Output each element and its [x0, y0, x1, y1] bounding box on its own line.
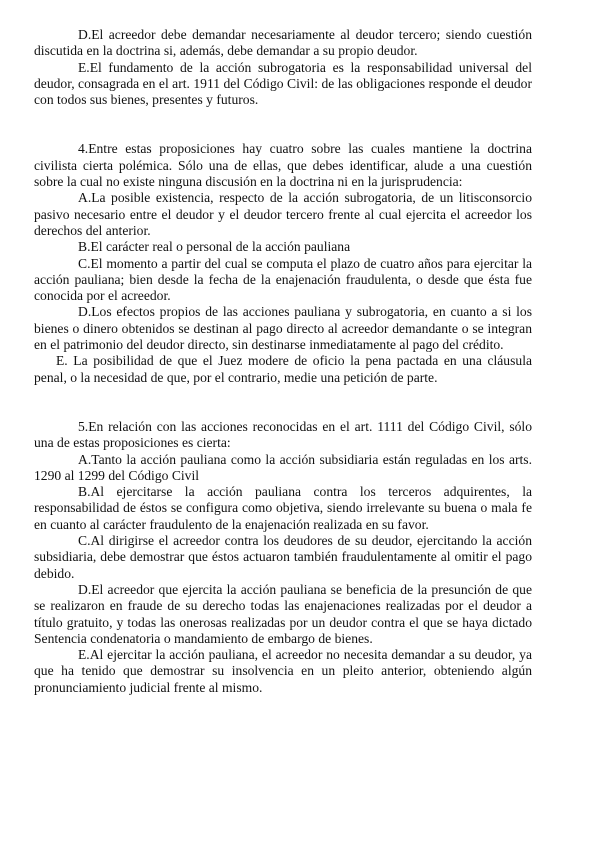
option-letter: C.: [78, 533, 91, 549]
option-letter: B.: [78, 484, 91, 500]
question-5-stem: [34, 419, 532, 452]
question-5-option-d: [34, 582, 532, 647]
option-letter: E.: [78, 59, 90, 75]
section-gap: [34, 108, 532, 141]
question-4-option-c: [34, 256, 532, 305]
section-gap: [34, 386, 532, 419]
question-4-stem: [34, 141, 532, 190]
option-letter: D.: [78, 27, 92, 42]
question-5-option-c: [34, 533, 532, 582]
option-prev-d: [34, 27, 532, 60]
option-letter: E.: [78, 647, 90, 663]
question-4-option-b: [34, 239, 532, 255]
option-letter: C.: [78, 255, 91, 271]
option-letter: D.: [78, 304, 92, 320]
option-text: Al ejercitarse la acción pauliana contra los terceros adquirentes, la responsabilidad de éstos se configura como objetiva, siendo irrelevante su buena o mala fe en cuanto al carácter fraudulento de la enajenación realizada en su favor.: [34, 484, 532, 532]
option-text: El carácter real o personal de la acción pauliana: [90, 239, 351, 255]
option-text: Al dirigirse el acreedor contra los deudores de su deudor, ejercitando la acción subsidiaria, debe demostrar que éstos actuaron también fraudulentamente al omitir el pago debido.: [34, 533, 532, 581]
option-letter: A.: [78, 451, 92, 467]
question-5-option-e: [34, 647, 532, 696]
option-prev-e: [34, 60, 532, 109]
question-number: 5.: [78, 418, 89, 434]
question-4-option-e: [34, 353, 532, 386]
option-text: Tanto la acción pauliana como la acción subsidiaria están reguladas en los arts. 1290 al 1299 del Código Civil: [34, 451, 532, 483]
option-text: Al ejercitar la acción pauliana, el acreedor no necesita demandar a su deudor, ya que ha tenido que demostrar su insolvencia en un pleito anterior, obteniendo algún pronunciamiento judicial frente al mismo.: [34, 647, 532, 695]
option-letter: B.: [78, 239, 91, 255]
option-text: El acreedor que ejercita la acción pauliana se beneficia de la presunción de que se realizaron en fraude de su derecho todas las enajenaciones realizadas por el deudor a título gratuito, y todas las onerosas realizadas por un deudor contra el que se haya dictado Sentencia condenatoria o mandamiento de embargo de bienes.: [34, 581, 532, 646]
question-text: Entre estas proposiciones hay cuatro sobre las cuales mantiene la doctrina civilista cierta polémica. Sólo una de ellas, que debes identificar, alude a una cuestión sobre la cual no existe ninguna discusión en la doctrina ni en la jurisprudencia:: [34, 141, 532, 190]
option-text: La posible existencia, respecto de la acción subrogatoria, de un litisconsorcio pasivo necesario entre el deudor y el deudor tercero frente al cual ejercita el acreedor los derechos del anterior.: [34, 190, 532, 238]
option-letter: A.: [78, 190, 92, 206]
option-text: El acreedor debe demandar necesariamente al deudor tercero; siendo cuestión discutida en la doctrina si, además, debe demandar a su propio deudor.: [34, 27, 532, 59]
option-letter: D.: [78, 581, 92, 597]
question-4-option-d: [34, 304, 532, 353]
question-number: 4.: [78, 141, 89, 157]
option-text: El fundamento de la acción subrogatoria es la responsabilidad universal del deudor, consagrada en el art. 1911 del Código Civil: de las obligaciones responde el deudor con todos sus bienes, presentes y futuros.: [34, 59, 532, 108]
question-5-option-a: [34, 452, 532, 485]
question-text: En relación con las acciones reconocidas en el art. 1111 del Código Civil, sólo una de estas proposiciones es cierta:: [34, 418, 532, 451]
option-text: El momento a partir del cual se computa el plazo de cuatro años para ejercitar la acción pauliana; bien desde la fecha de la enajenación fraudulenta, o desde que ésta fue conocida por el acreedor.: [34, 255, 532, 304]
question-5-option-b: [34, 484, 532, 533]
question-4-option-a: [34, 190, 532, 239]
option-text: Los efectos propios de las acciones pauliana y subrogatoria, en cuanto a si los bienes o dinero obtenidos se destinan al pago directo al acreedor demandante o se integran en el patrimonio del deudor directo, sin destinarse inmediatamente al pago del crédito.: [34, 304, 532, 353]
option-text: E. La posibilidad de que el Juez modere de oficio la pena pactada en una cláusula penal, o la necesidad de que, por el contrario, medie una petición de parte.: [34, 353, 532, 385]
